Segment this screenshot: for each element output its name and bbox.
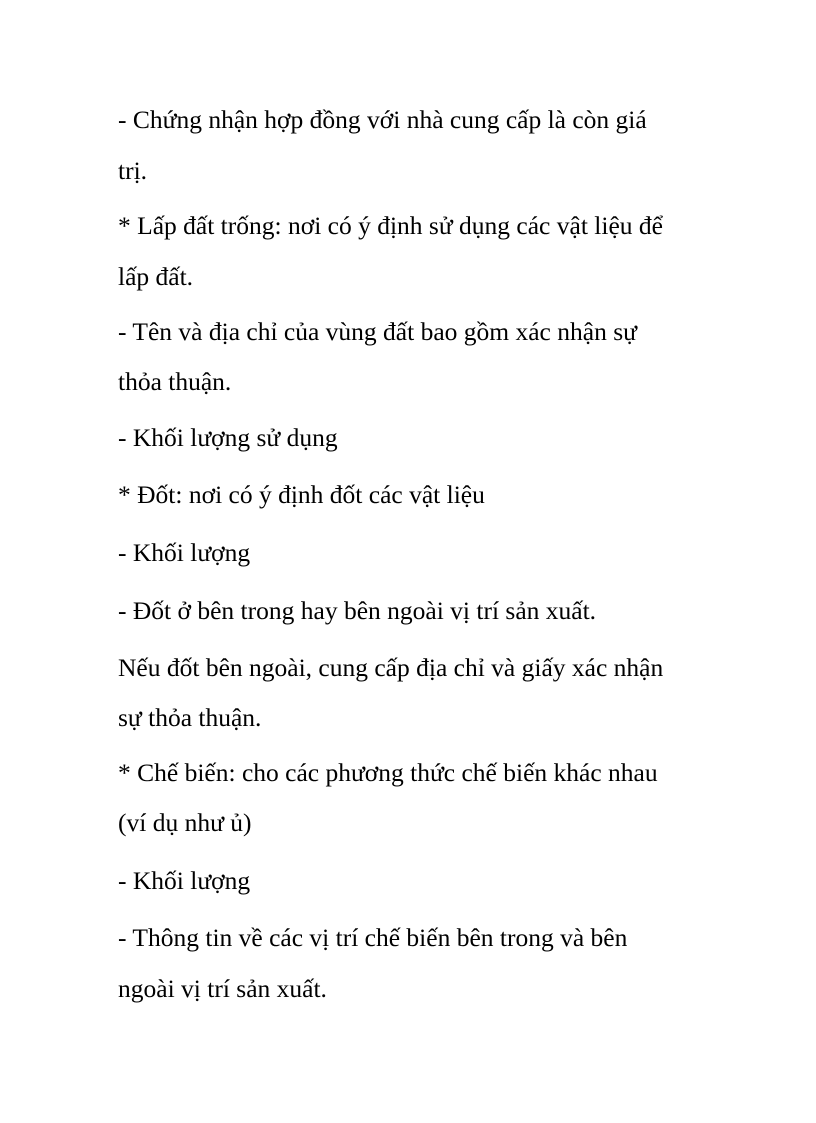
text-line: - Đốt ở bên trong hay bên ngoài vị trí sản xuất. xyxy=(118,596,597,625)
text-line: Nếu đốt bên ngoài, cung cấp địa chỉ và giấy xác nhận xyxy=(118,653,664,682)
text-line: trị. xyxy=(118,156,148,185)
text-line: - Khối lượng xyxy=(118,538,251,567)
text-line: lấp đất. xyxy=(118,262,194,291)
text-line: * Chế biến: cho các phương thức chế biến khác nhau xyxy=(118,758,658,787)
text-line: - Khối lượng xyxy=(118,866,251,895)
text-line: - Thông tin về các vị trí chế biến bên trong và bên xyxy=(118,923,628,952)
text-line: - Tên và địa chỉ của vùng đất bao gồm xác nhận sự xyxy=(118,317,637,346)
text-line: ngoài vị trí sản xuất. xyxy=(118,974,327,1003)
text-line: sự thỏa thuận. xyxy=(118,703,262,732)
text-line: * Lấp đất trống: nơi có ý định sử dụng các vật liệu để xyxy=(118,211,663,240)
text-line: - Khối lượng sử dụng xyxy=(118,423,338,452)
text-line: * Đốt: nơi có ý định đốt các vật liệu xyxy=(118,480,485,509)
text-line: thỏa thuận. xyxy=(118,367,232,396)
text-line: (ví dụ như ủ) xyxy=(118,808,252,837)
text-line: - Chứng nhận hợp đồng với nhà cung cấp là còn giá xyxy=(118,105,647,134)
